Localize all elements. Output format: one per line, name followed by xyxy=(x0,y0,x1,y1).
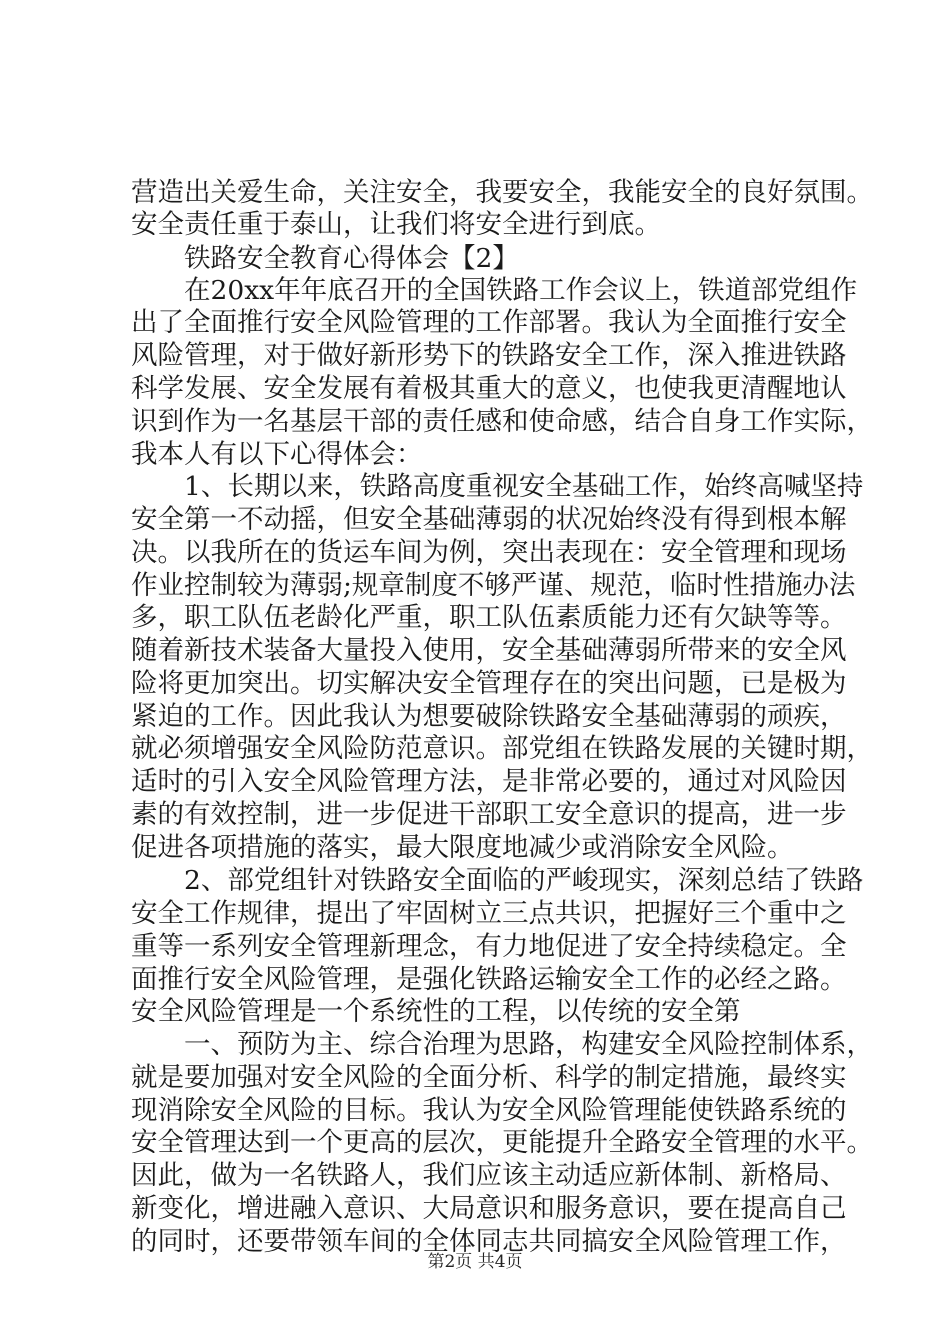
body-line: 安全管理达到一个更高的层次，更能提升全路安全管理的水平。 xyxy=(131,1127,873,1158)
body-line: 面推行安全风险管理，是强化铁路运输安全工作的必经之路。 xyxy=(131,964,847,995)
body-line: 适时的引入安全风险管理方法，是非常必要的，通过对风险因 xyxy=(131,766,847,797)
body-line: 安全风险管理是一个系统性的工程，以传统的安全第 xyxy=(131,996,741,1027)
body-line: 的同时，还要带领车间的全体同志共同搞安全风险管理工作， xyxy=(131,1226,847,1257)
body-line: 决。以我所在的货运车间为例，突出表现在：安全管理和现场 xyxy=(131,537,847,568)
body-line: 风险管理，对于做好新形势下的铁路安全工作，深入推进铁路 xyxy=(131,340,847,371)
body-line: 出了全面推行安全风险管理的工作部署。我认为全面推行安全 xyxy=(131,307,847,338)
body-line: 安全责任重于泰山，让我们将安全进行到底。 xyxy=(131,209,661,240)
body-line: 1、长期以来，铁路高度重视安全基础工作，始终高喊坚持 xyxy=(131,471,864,502)
body-line: 就必须增强安全风险防范意识。部党组在铁路发展的关键时期， xyxy=(131,733,873,764)
body-line: 重等一系列安全管理新理念，有力地促进了安全持续稳定。全 xyxy=(131,931,847,962)
body-line: 安全第一不动摇，但安全基础薄弱的状况始终没有得到根本解 xyxy=(131,504,847,535)
body-line: 险将更加突出。切实解决安全管理存在的突出问题，已是极为 xyxy=(131,668,847,699)
body-line: 新变化，增进融入意识、大局意识和服务意识，要在提高自己 xyxy=(131,1193,847,1224)
body-line: 随着新技术装备大量投入使用，安全基础薄弱所带来的安全风 xyxy=(131,635,847,666)
body-line: 促进各项措施的落实，最大限度地减少或消除安全风险。 xyxy=(131,832,794,863)
body-line: 就是要加强对安全风险的全面分析、科学的制定措施，最终实 xyxy=(131,1062,847,1093)
body-line: 2、部党组针对铁路安全面临的严峻现实，深刻总结了铁路 xyxy=(131,865,864,896)
body-line: 多，职工队伍老龄化严重，职工队伍素质能力还有欠缺等等。 xyxy=(131,602,847,633)
body-line: 一、预防为主、综合治理为思路，构建安全风险控制体系， xyxy=(131,1029,873,1060)
body-line: 科学发展、安全发展有着极其重大的意义，也使我更清醒地认 xyxy=(131,373,847,404)
body-line: 因此，做为一名铁路人，我们应该主动适应新体制、新格局、 xyxy=(131,1160,847,1191)
body-line: 素的有效控制，进一步促进干部职工安全意识的提高，进一步 xyxy=(131,799,847,830)
body-line: 紧迫的工作。因此我认为想要破除铁路安全基础薄弱的顽疾， xyxy=(131,701,847,732)
page-number-footer: 第2页 共4页 xyxy=(427,1252,523,1272)
body-line: 作业控制较为薄弱;规章制度不够严谨、规范，临时性措施办法 xyxy=(131,570,856,601)
body-line: 安全工作规律，提出了牢固树立三点共识，把握好三个重中之 xyxy=(131,898,847,929)
body-line: 我本人有以下心得体会： xyxy=(131,439,423,470)
body-line: 在20xx年年底召开的全国铁路工作会议上，铁道部党组作 xyxy=(131,275,858,306)
body-line: 营造出关爱生命，关注安全，我要安全，我能安全的良好氛围。 xyxy=(131,177,873,208)
section-heading: 铁路安全教育心得体会【2】 xyxy=(131,243,519,274)
body-line: 现消除安全风险的目标。我认为安全风险管理能使铁路系统的 xyxy=(131,1095,847,1126)
body-line: 识到作为一名基层干部的责任感和使命感，结合自身工作实际， xyxy=(131,406,873,437)
